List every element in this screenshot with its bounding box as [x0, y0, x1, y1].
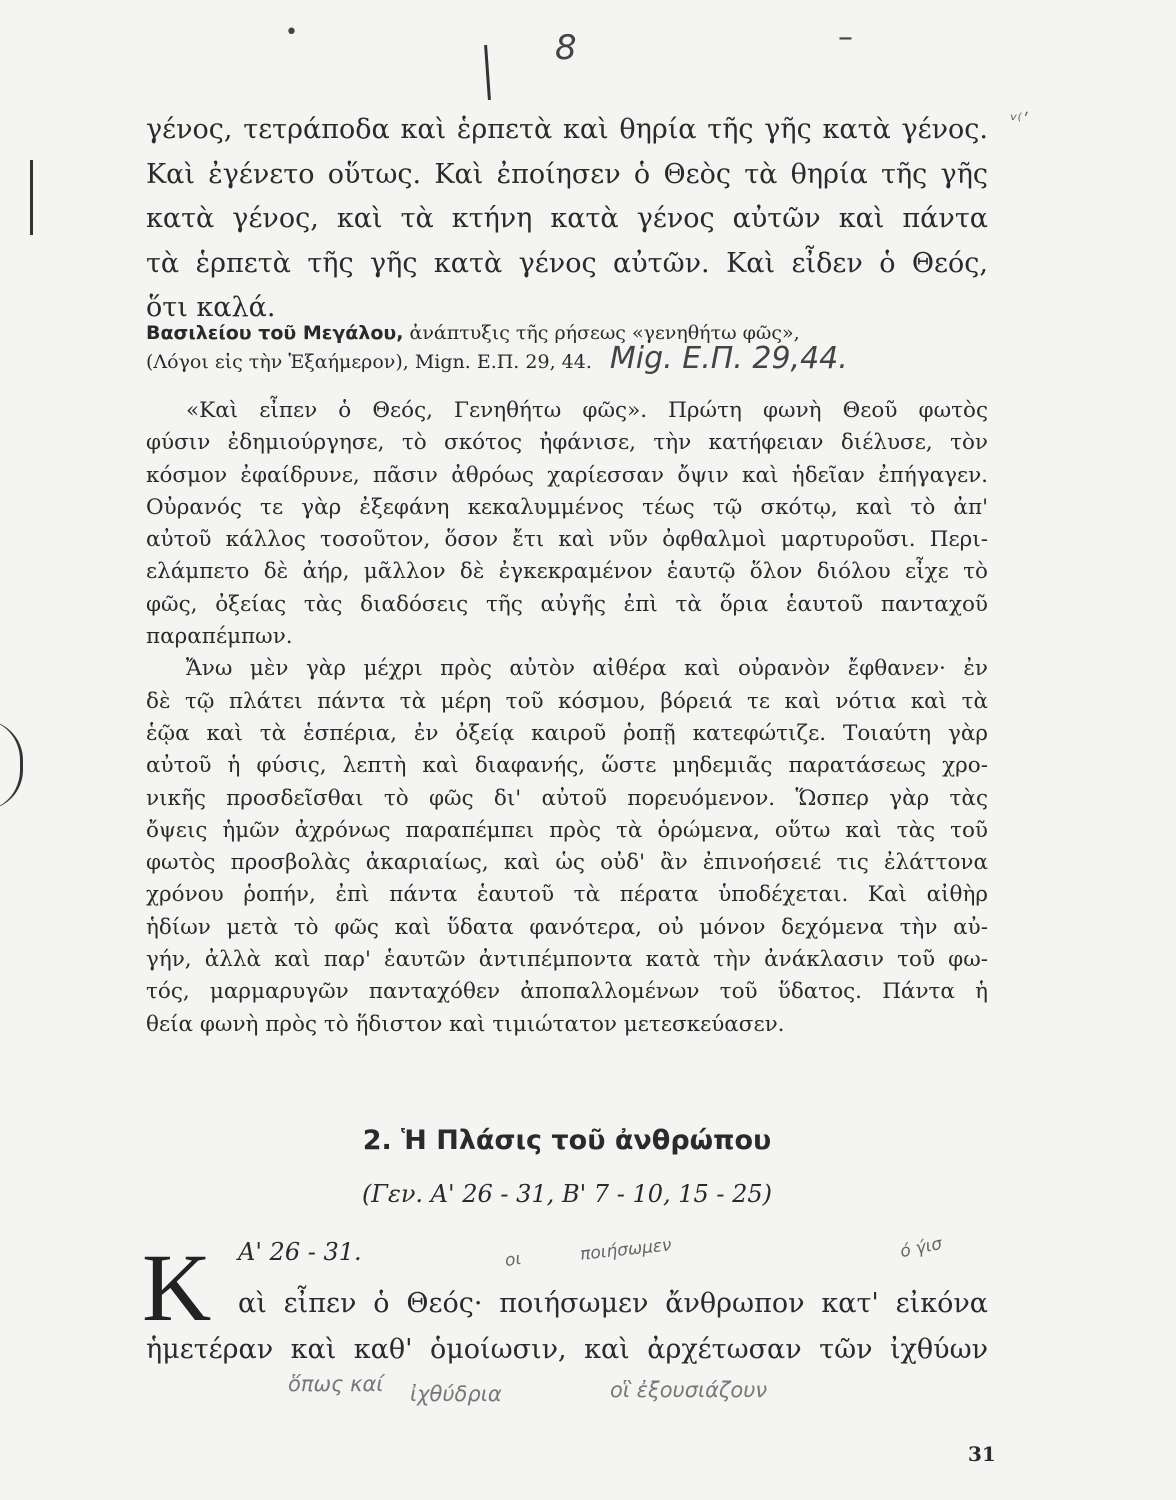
basil-commentary	[146, 395, 988, 1041]
citation-author: Βασιλείου τοῦ Μεγάλου,	[146, 322, 404, 344]
text-line: ἡδίων μετὰ τὸ φῶς καὶ ὕδατα φανότερα, οὐ μόνον δεχόμενα τὴν αὐ-	[146, 914, 988, 940]
text-line: «Καὶ εἶπεν ὁ Θεός, Γενηθήτω φῶς». Πρώτη φωνὴ Θεοῦ φωτὸς	[186, 398, 988, 423]
handwritten-dash: –	[838, 20, 853, 55]
text-line: νικῆς προσδεῖσθαι τὸ φῶς δι' αὐτοῦ πορευόμενον. Ὥσπερ γὰρ τὰς	[146, 785, 988, 811]
text-line: γήν, ἀλλὰ καὶ παρ' ἑαυτῶν ἀντιπέμποντα κατὰ τὴν ἀνάκλασιν τοῦ φω-	[146, 947, 988, 973]
text-line: ὅτι καλά.	[146, 292, 276, 323]
text-line: Καὶ ἐγένετο οὕτως. Καὶ ἐποίησεν ὁ Θεὸς τὰ θηρία τῆς γῆς	[146, 158, 988, 190]
handwritten-annotation: ποιήσωμεν	[579, 1235, 673, 1265]
verse-reference: Α' 26 - 31.	[238, 1238, 362, 1266]
text-line: Ἄνω μὲν γὰρ μέχρι πρὸς αὐτὸν αἰθέρα καὶ οὐρανὸν ἔφθανεν· ἐν	[186, 656, 988, 682]
handwritten-annotation: ὅπως καί	[288, 1372, 384, 1396]
text-line: τὰ ἑρπετὰ τῆς γῆς κατὰ γένος αὐτῶν. Καὶ εἶδεν ὁ Θεός,	[146, 247, 988, 279]
text-line: κατὰ γένος, καὶ τὰ κτήνη κατὰ γένος αὐτῶν καὶ πάντα	[146, 203, 988, 234]
handwritten-annotation: οι	[503, 1248, 523, 1272]
opening-line-1	[238, 1281, 988, 1327]
text-line: αὐτοῦ ἡ φύσις, λεπτὴ καὶ διαφανής, ὥστε μηδεμιᾶς παρατάσεως χρο-	[146, 753, 988, 779]
opening-line-2	[146, 1327, 988, 1373]
handwritten-page-number: 8	[555, 28, 577, 68]
section-subheading: (Γεν. Α' 26 - 31, Β' 7 - 10, 15 - 25)	[361, 1180, 773, 1208]
pen-stroke-left	[30, 160, 33, 235]
text-line: φύσιν ἐδημιούργησε, τὸ σκότος ἠφάνισε, τὴν κατήφειαν διέλυσε, τὸν	[146, 430, 988, 456]
pen-arc-left	[0, 720, 23, 810]
text-line: αὐτοῦ κάλλος τοσοῦτον, ὅσον ἔτι καὶ νῦν ὀφθαλμοὶ μαρτυροῦσι. Περι-	[146, 527, 988, 553]
text-line: Οὐρανός τε γὰρ ἐξεφάνη κεκαλυμμένος τέως τῷ σκότῳ, καὶ τὸ ἀπ'	[146, 494, 988, 520]
text-line: ελάμπετο δὲ ἀήρ, μᾶλλον δὲ ἐγκεκραμένον ἑαυτῷ ὅλον διόλου εἶχε τὸ	[146, 559, 988, 585]
handwritten-annotation: ἰχθύδρια	[410, 1382, 502, 1406]
section-heading: 2. Ἡ Πλάσις τοῦ ἀνθρώπου	[362, 1125, 772, 1156]
text-line: δὲ τῷ πλάτει πάντα τὰ μέρη τοῦ κόσμου, βόρειά τε καὶ νότια καὶ τὰ	[146, 688, 988, 714]
text-line: κόσμον ἐφαίδρυνε, πᾶσιν ἀθρόως χαρίεσσαν ὄψιν καὶ ἡδεῖαν ἐπήγαγεν.	[146, 462, 988, 488]
handwritten-annotation: ό γ́ισ	[898, 1233, 945, 1263]
citation-line-1	[146, 320, 988, 346]
citation-line-2	[146, 341, 988, 376]
text-line: φῶς, ὀξείας τὰς διαδόσεις τῆς αὐγῆς ἐπὶ τὰ ὅρια ἑαυτοῦ πανταχοῦ	[146, 591, 988, 617]
text-line: παραπέμπων.	[146, 624, 293, 650]
text-line: ὄψεις ἡμῶν ἀχρόνως παραπέμπει πρὸς τὰ ὁρώμενα, οὕτω καὶ τὰς τοῦ	[146, 817, 988, 843]
pen-stroke-top	[484, 45, 491, 100]
citation	[146, 320, 988, 375]
handwritten-annotation: οἳ ἐξουσιάζουν	[610, 1378, 768, 1402]
text-line: τός, μαρμαρυγῶν πανταχόθεν ἀποπαλλομένων τοῦ ὕδατος. Πάντα ἡ	[146, 979, 988, 1005]
text-line: φωτὸς προσβολὰς ἀκαριαίως, καὶ ὡς οὐδ' ἂν ἐπινοήσειέ τις ἐλάττονα	[146, 850, 988, 876]
text-line: αὶ εἶπεν ὁ Θεός· ποιήσωμεν ἄνθρωπον κατ' εἰκόνα	[238, 1288, 988, 1319]
text-line: ἑῷα καὶ τὰ ἑσπέρια, ἐν ὀξείᾳ καιροῦ ῥοπῇ κατεφώτιζε. Τοιαύτη γὰρ	[146, 720, 988, 746]
text-line: γένος, τετράποδα καὶ ἑρπετὰ καὶ θηρία τῆς γῆς κατὰ γένος.	[146, 114, 988, 145]
citation-title: ἀνάπτυξις τῆς ρήσεως «γενηθήτω φῶς»,	[409, 322, 800, 344]
text-line: θεία φωνὴ πρὸς τὸ ἥδιστον καὶ τιμιώτατον μετεσκεύασεν.	[146, 1011, 785, 1037]
drop-cap: Κ	[142, 1234, 212, 1341]
genesis-top-paragraph	[146, 108, 988, 331]
margin-mark: ᵛ⁽ʹ	[1010, 110, 1027, 131]
citation-source: (Λόγοι εἰς τὴν Ἑξαήμερον), Mign. Ε.Π. 29, 44.	[146, 351, 592, 373]
handwritten-citation-note: Mig. Ε.Π. 29,44.	[609, 341, 848, 376]
text-line: χρόνου ῥοπήν, ἐπὶ πάντα ἑαυτοῦ τὰ πέρατα ὑποδέχεται. Καὶ αἰθὴρ	[146, 882, 988, 908]
page-number: 31	[968, 1442, 996, 1466]
text-line: ἡμετέραν καὶ καθ' ὁμοίωσιν, καὶ ἀρχέτωσαν τῶν ἰχθύων	[146, 1334, 988, 1365]
ink-dot: •	[285, 20, 298, 45]
